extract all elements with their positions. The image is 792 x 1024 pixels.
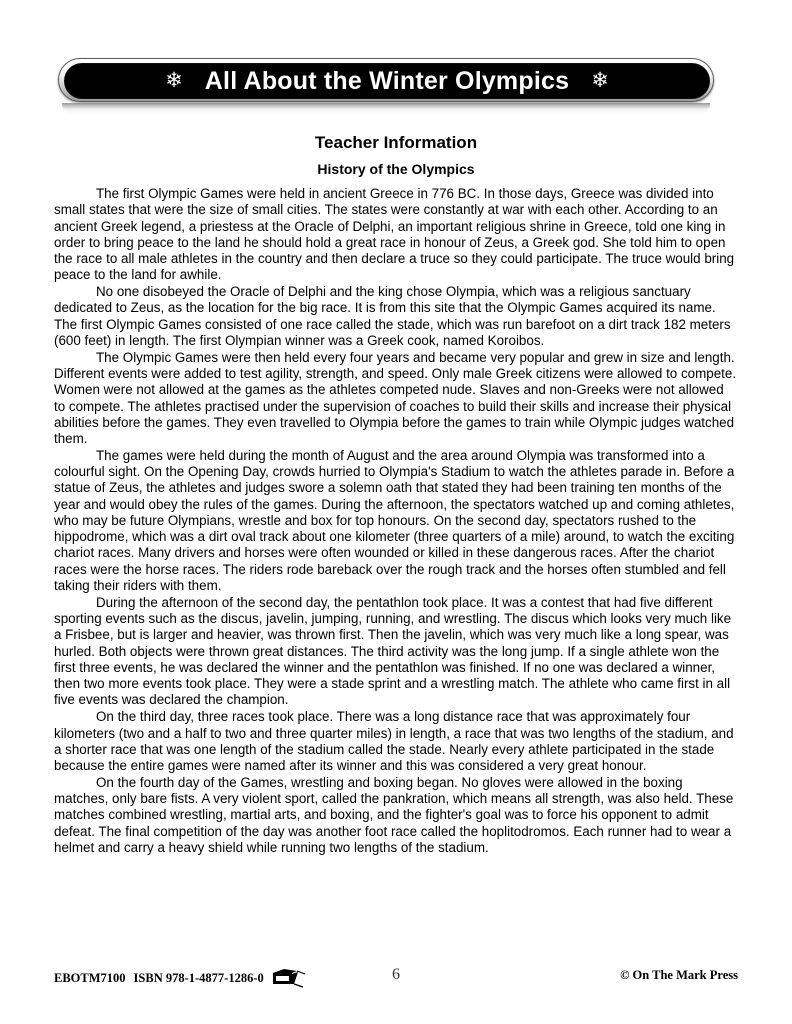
page-footer — [54, 966, 738, 992]
body-paragraph: On the third day, three races took place. There was a long distance race that was approximately four kilometers (two and a half to two and three quarter miles) in length, a race that was two lengths of the stadium, and a shorter race that was one length of the stadium called the stade. Nearly every athlete participated in the stade because the entire games were named after its winner and this was considered a very great honour. — [54, 709, 734, 774]
section-heading-primary: Teacher Information — [314, 133, 478, 152]
banner-inner-fill — [64, 63, 710, 99]
body-paragraph: The Olympic Games were then held every four years and became very popular and grew in size and length. Different events were added to test agility, strength, and speed. Only male Greek citizens were allowed to compete. Women were not allowed at the games as the athletes competed nude. Slaves and non-Greeks were not allowed to compete. The athletes practised under the supervision of coaches to build their skills and increase their physical abilities before the games. They even travelled to Olympia before the games to train while Olympic judges watched them. — [54, 349, 737, 447]
isbn-text: ISBN 978-1-4877-1286-0 — [133, 970, 264, 985]
page-title: All About the Winter Olympics — [204, 66, 570, 95]
body-paragraph: During the afternoon of the second day, the pentathlon took place. It was a contest that had five different sporting events such as the discus, javelin, jumping, running, and wrestling. The discus which looks very much like a Frisbee, but is larger and heavier, was thrown first. Then the javelin, which was very much like a long spear, was hurled. Both objects were thrown great distances. The third activity was the long jump. If a single athlete won the first three events, he was declared the winner and the pentathlon was finished. If no one was declared a winner, then two more events took place. They were a stade sprint and a wrestling match. The athlete who came first in all five events was declared the champion. — [54, 594, 732, 708]
section-heading-secondary: History of the Olympics — [317, 161, 475, 177]
body-paragraph: No one disobeyed the Oracle of Delphi and the king chose Olympia, which was a religious sanctuary dedicated to Zeus, as the location for the big race. It is from this site that the Olympic Games acquired its name. The first Olympic Games consisted of one race called the stade, which was run barefoot on a dirt track 182 meters (600 feet) in length. The first Olympian winner was a Greek cook, named Koroibos. — [54, 284, 731, 348]
body-paragraph: The games were held during the month of August and the area around Olympia was transformed into a colourful sight. On the Opening Day, crowds hurried to Olympia's Stadium to watch the athletes parade in. Before a statue of Zeus, the athletes and judges swore a solemn oath that stated they had been training ten months of the year and would obey the rules of the games. During the afternoon, the spectators watched up and coming athletes, who may be future Olympians, wrestle and box for top honours. On the second day, spectators rushed to the hippodrome, which was a dirt oval track about one kilometer (three quarters of a mile) around, to watch the exciting chariot races. Many drivers and horses were often wounded or killed in these dangerous races. After the chariot races were the horse races. The riders rode bareback over the rough track and the horses often stumbled and fell taking their riders with them. — [54, 447, 735, 593]
product-code: EBOTM7100 — [54, 970, 126, 985]
snowflake-icon: ❄ — [165, 68, 183, 92]
body-paragraph: The first Olympic Games were held in ancient Greece in 776 BC. In those days, Greece was divided into small states that were the size of small cities. The states were constantly at war with each other. According to an ancient Greek legend, a priestess at the Oracle of Delphi, an important religious shrine in Greece, told one king in order to bring peace to the land he should hold a great race in honour of Zeus, a Greek god. She told him to open the race to all male athletes in the country and then declare a truce so they could participate. The truce would bring peace to the land for awhile. — [54, 186, 735, 283]
article-body — [54, 186, 738, 857]
snowflake-icon: ❄ — [591, 68, 609, 92]
page-header-banner — [58, 58, 714, 114]
page-number: 6 — [392, 966, 400, 983]
body-paragraph: On the fourth day of the Games, wrestling and boxing began. No gloves were allowed in the boxing matches, only bare fists. A very violent sport, called the pankration, which means all strength, was also held. These matches combined wrestling, martial arts, and boxing, and the fighter's goal was to force his opponent to admit defeat. The final competition of the day was another foot race called the hoplitodromos. Each runner had to wear a helmet and carry a heavy shield while running two lengths of the stadium. — [54, 774, 734, 855]
banner-reflection — [62, 103, 710, 114]
banner-outer-frame — [58, 58, 714, 102]
copyright-notice: © On The Mark Press — [620, 968, 738, 982]
